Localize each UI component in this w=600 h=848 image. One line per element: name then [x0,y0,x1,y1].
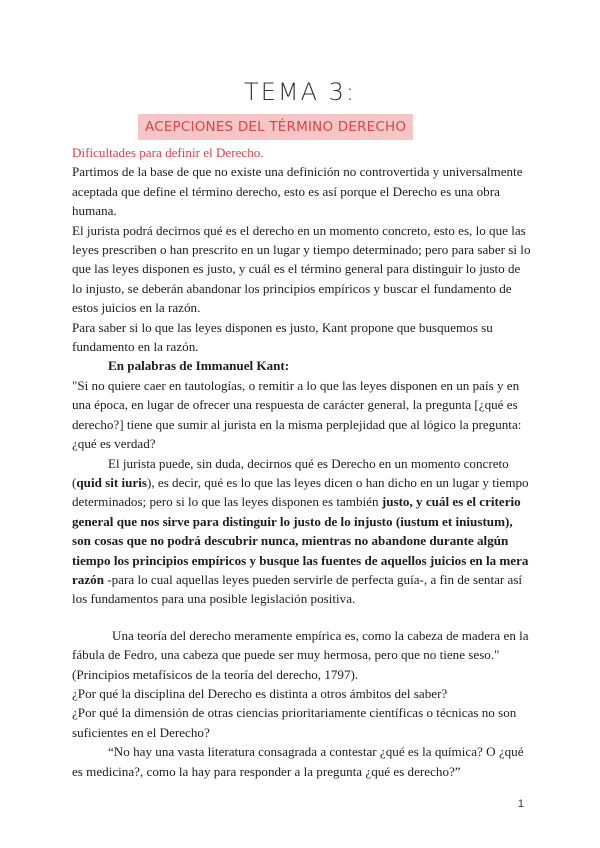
quote-paragraph-2 [72,454,532,609]
page-subtitle: ACEPCIONES DEL TÉRMINO DERECHO [145,119,407,135]
quote2-part-a: El jurista puede, sin duda, decirnos qué es Derecho en un momento concreto ( [72,455,509,490]
quote-paragraph-1: "Si no quiere caer en tautologías, o remitir a lo que las leyes disponen en un país y en una época, en lugar de ofrecer una respuesta de carácter general, la pregunta [¿qué es derecho?] tiene que sumir al jurista en la misma perplejidad que al lógico la pregunta: ¿qué es verdad? [72,377,522,452]
question-2: ¿Por qué la dimensión de otras ciencias prioritariamente científicas o técnicas no son suficientes en el Derecho? [72,705,517,740]
document-body [72,143,532,781]
question-1: ¿Por qué la disciplina del Derecho es distinta a otros ámbitos del saber? [72,685,448,701]
quote-paragraph-4: “No hay una vasta literatura consagrada a contestar ¿qué es la química? O ¿qué es medicina?, como la hay para responder a la pregunta ¿qué es derecho?” [72,744,524,779]
page-number: 1 [517,798,524,810]
quote2-bold-passage: justo, y cuál es el criterio general que nos sirve para distinguir lo justo de lo injusto (iustum et iniustum), son cosas que no podrá descubrir nunca, mientras no abandone durante algún tiempo los principios empíricos y busque las fuentes de aquellos juicios en la mera razón [72,494,529,587]
quote2-quid-sit-iuris: quid sit iuris [76,474,147,490]
page-title: TEMA 3: [244,78,356,106]
paragraph-kant-proposal: Para saber si lo que las leyes disponen es justo, Kant propone que busquemos su fundamento en la razón. [72,319,493,355]
quote2-part-e: -para lo cual aquellas leyes pueden servirle de perfecta guía-, a fin de sentar así los fundamentos para una posible legislación positiva. [72,571,523,607]
kant-heading [72,356,532,375]
paragraph-intro: Partimos de la base de que no existe una definición no controvertida y universalmente aceptada que define el término derecho, esto es así porque el Derecho es una obra humana. [72,164,523,219]
paragraph-gap [72,609,532,626]
subtitle-highlight [138,114,413,140]
kant-heading-text: En palabras de Immanuel Kant: [108,358,290,374]
quote2-part-c: ), es decir, qué es lo que las leyes dicen o han dicho en un lugar y tiempo determinados; pero si lo que las leyes disponen es también [72,474,529,510]
paragraph-jurista: El jurista podrá decirnos qué es el derecho en un momento concreto, esto es, lo que las leyes prescriben o han prescrito en un lugar y tiempo determinado; pero para saber si lo que las leyes disponen es justo, y cuál es el término general para distinguir lo justo de lo injusto, se deberán abandonar los principios empíricos y buscar el fundamento de estos juicios en la razón. [72,222,531,316]
quote-paragraph-3: Una teoría del derecho meramente empírica es, como la cabeza de madera en la fábula de Fedro, una cabeza que puede ser muy hermosa, pero que no tiene seso." (Principios metafísicos de la teoría del derecho, 1797). [72,627,529,682]
section-heading: Dificultades para definir el Derecho. [72,145,264,160]
